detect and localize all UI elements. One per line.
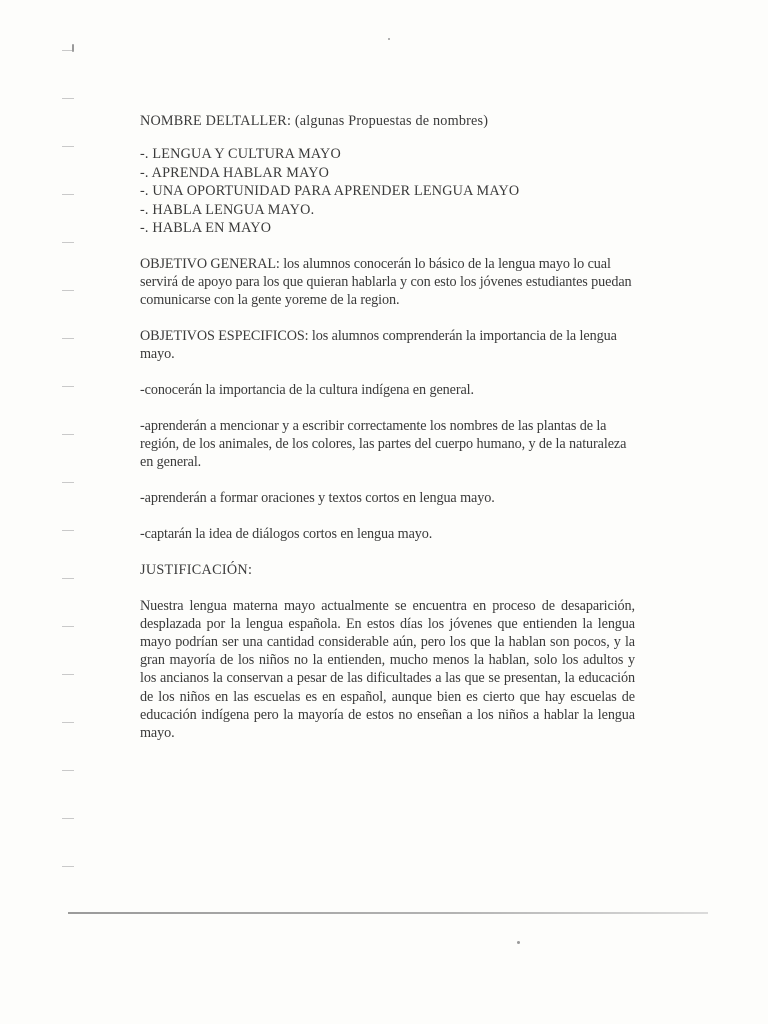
justification-paragraph: Nuestra lengua materna mayo actualmente se encuentra en proceso de desaparición, desplazada por la lengua española. En estos días los jóvenes que entienden la lengua mayo podrían ser una cantidad considerable aún, pero los que la hablan son pocos, y la gran mayoría de los niños no la entienden, mucho menos la hablan, solo los adultos y los ancianos la conservan a pesar de las dificultades a las que se presentan, la educación de los niños en las escuelas es en español, aunque bien es cierto que hay escuelas de educación indígena pero la mayoría de estos no enseñan a los niños a hablar la lengua mayo. bbox=[140, 597, 635, 741]
scan-speck bbox=[517, 941, 520, 944]
workshop-name-heading: NOMBRE DELTALLER: (algunas Propuestas de nombres) bbox=[140, 113, 489, 129]
margin-scan-marks bbox=[62, 40, 76, 940]
bottom-scan-edge bbox=[68, 912, 708, 914]
name-proposals-list bbox=[140, 145, 635, 238]
justification-heading: JUSTIFICACIÓN: bbox=[140, 561, 253, 578]
name-proposal-item: -. APRENDA HABLAR MAYO bbox=[140, 164, 330, 181]
specific-objective-item: -conocerán la importancia de la cultura indígena en general. bbox=[140, 381, 474, 398]
name-proposal-item: -. HABLA LENGUA MAYO. bbox=[140, 201, 315, 218]
scan-speck bbox=[388, 38, 390, 40]
scan-speck bbox=[72, 44, 74, 52]
specific-objective-item: -aprenderán a mencionar y a escribir correctamente los nombres de las plantas de la región, de los animales, de los colores, las partes del cuerpo humano, y de la naturaleza en general. bbox=[140, 417, 627, 470]
name-proposal-item: -. LENGUA Y CULTURA MAYO bbox=[140, 146, 341, 162]
name-proposal-item: -. UNA OPORTUNIDAD PARA APRENDER LENGUA MAYO bbox=[140, 183, 520, 199]
specific-objectives-paragraph: OBJETIVOS ESPECIFICOS: los alumnos comprenderán la importancia de la lengua mayo. bbox=[140, 327, 617, 362]
general-objective-paragraph: OBJETIVO GENERAL: los alumnos conocerán lo básico de la lengua mayo lo cual servirá de apoyo para los que quieran hablarla y con esto los jóvenes estudiantes puedan comunicarse con la gente yoreme de la region. bbox=[140, 255, 632, 308]
document-body bbox=[140, 112, 635, 742]
name-proposal-item: -. HABLA EN MAYO bbox=[140, 220, 272, 236]
specific-objective-item: -aprenderán a formar oraciones y textos cortos en lengua mayo. bbox=[140, 489, 495, 506]
specific-objective-item: -captarán la idea de diálogos cortos en lengua mayo. bbox=[140, 525, 433, 542]
